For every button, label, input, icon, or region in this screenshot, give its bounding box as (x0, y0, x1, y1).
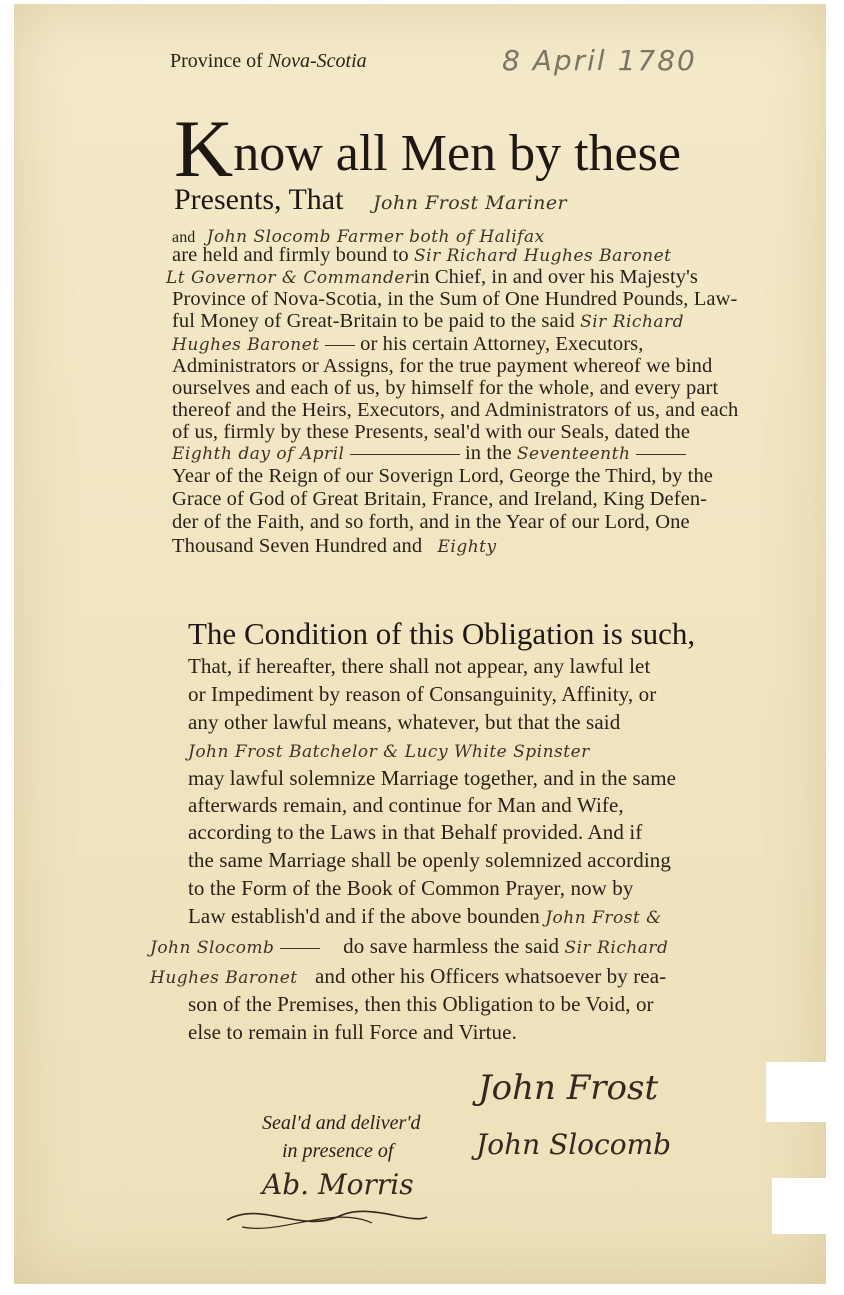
principal-1: John Frost Mariner (372, 192, 568, 214)
governor-name-2a: Sir Richard (580, 312, 685, 332)
parties-names: John Frost Batchelor & Lucy White Spinster (188, 742, 590, 762)
signer-1-signature: John Frost (478, 1068, 659, 1108)
paper-cutout-bottom (772, 1178, 836, 1234)
bounden-1: John Frost & (545, 908, 662, 928)
governor-title: Lt Governor & Commander (166, 268, 414, 288)
governor-name: Sir Richard Hughes Baronet (414, 246, 672, 266)
province-name: Nova-Scotia (267, 50, 367, 72)
and-word: and (172, 229, 196, 246)
bounden-2: John Slocomb (150, 938, 275, 958)
condition-parties (188, 738, 590, 763)
bond-line-attorney (172, 333, 644, 356)
governor-name-2b: Hughes Baronet (172, 335, 320, 355)
heading-rest: now all Men by these (233, 125, 681, 182)
bond-line-ofus: of us, firmly by these Presents, seal'd with our Seals, dated the (172, 421, 691, 443)
attorney-text: or his certain Attorney, Executors, (360, 333, 644, 355)
witness-flourish (222, 1195, 432, 1240)
line-11-text: and other his Officers whatsoever by rea- (314, 964, 667, 988)
blank-rule (280, 948, 320, 949)
blank-rule (325, 345, 355, 346)
said-name-2: Hughes Baronet (150, 968, 298, 988)
province-label: Province of (170, 50, 263, 72)
in-the-text: in the (464, 442, 512, 464)
witness-signature: Ab. Morris (262, 1168, 414, 1201)
bond-line-chief (166, 266, 698, 289)
condition-line-5: afterwards remain, and continue for Man and Wife, (188, 793, 624, 817)
bond-line-date (172, 442, 686, 465)
province-header (170, 50, 367, 73)
regnal-year: Seventeenth (516, 444, 631, 464)
signer-2-signature: John Slocomb (476, 1128, 672, 1161)
blank-rule (636, 454, 686, 455)
sealed-label: Seal'd and deliver'd (262, 1112, 421, 1134)
held-text: are held and firmly bound to (172, 244, 409, 266)
condition-heading: The Condition of this Obligation is such, (188, 616, 696, 651)
bond-line-province: Province of Nova-Scotia, in the Sum of One Hundred Pounds, Law- (172, 288, 738, 310)
condition-line-3: any other lawful means, whatever, but that the said (188, 710, 621, 734)
blank-rule (350, 454, 460, 455)
year-word: Eighty (437, 537, 497, 557)
bond-line-thousand (172, 535, 497, 558)
condition-line-8: to the Form of the Book of Common Prayer, now by (188, 876, 634, 900)
condition-line-12: son of the Premises, then this Obligation to be Void, or (188, 992, 654, 1016)
bond-line-defender: der of the Faith, and so forth, and in the Year of our Lord, One (172, 511, 690, 533)
bond-line-held (172, 244, 672, 267)
line-9-text: Law establish'd and if the above bounden (188, 904, 540, 928)
bond-line-money (172, 310, 684, 333)
presents-label: Presents, That (174, 183, 344, 216)
handwritten-date: 8 April 1780 (502, 44, 697, 77)
heading-initial: K (174, 103, 234, 194)
bond-line-grace: Grace of God of Great Britain, France, and Ireland, King Defen- (172, 488, 708, 510)
condition-line-10 (150, 934, 668, 959)
bond-line-thereof: thereof and the Heirs, Executors, and Administrators of us, and each (172, 399, 739, 421)
thousand-text: Thousand Seven Hundred and (172, 535, 423, 557)
condition-line-6: according to the Laws in that Behalf provided. And if (188, 820, 643, 844)
said-name-1: Sir Richard (564, 938, 669, 958)
principal-2: John Slocomb Farmer both of Halifax (206, 227, 545, 247)
condition-line-11 (150, 964, 666, 989)
chief-text: in Chief, in and over his Majesty's (413, 266, 699, 288)
condition-line-4: may lawful solemnize Marriage together, and in the same (188, 766, 677, 790)
presence-label: in presence of (282, 1140, 394, 1162)
bond-line-admin: Administrators or Assigns, for the true payment whereof we bind (172, 355, 713, 377)
condition-line-2: or Impediment by reason of Consanguinity, Affinity, or (188, 682, 657, 706)
date-day: Eighth day of April (172, 444, 345, 464)
condition-line-7: the same Marriage shall be openly solemnized according (188, 848, 671, 872)
bond-heading (174, 103, 681, 194)
bond-line-reign: Year of the Reign of our Soverign Lord, George the Third, by the (172, 465, 714, 487)
bond-line-ourselves: ourselves and each of us, by himself for the whole, and every part (172, 377, 719, 399)
condition-line-13: else to remain in full Force and Virtue. (188, 1020, 517, 1044)
condition-line-1: That, if hereafter, there shall not appear, any lawful let (188, 654, 651, 678)
paper-cutout-top (766, 1062, 836, 1122)
line-10-text: do save harmless the said (343, 934, 560, 958)
presents-line (174, 183, 567, 217)
money-text: ful Money of Great-Britain to be paid to the said (172, 310, 575, 332)
condition-line-9 (188, 904, 662, 929)
